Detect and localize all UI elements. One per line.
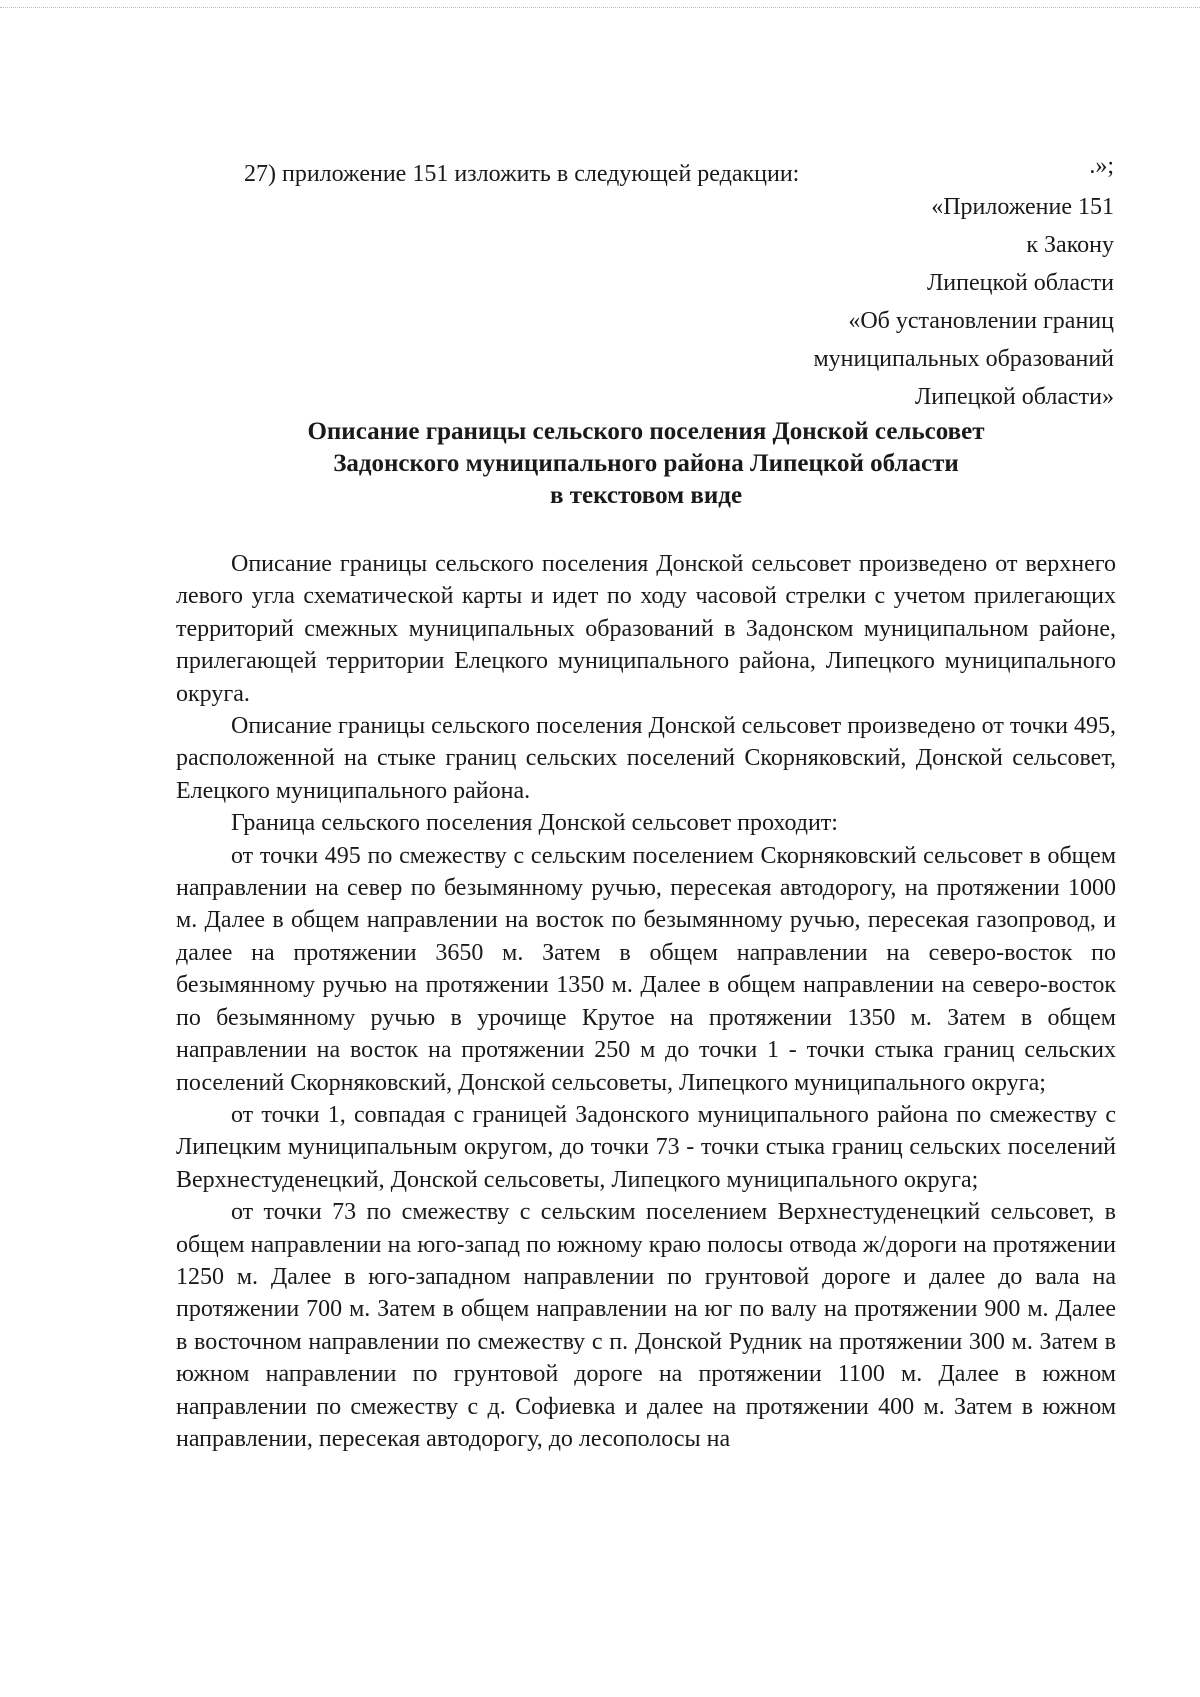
paragraph: от точки 1, совпадая с границей Задонского муниципального района по смежеству с Липецким муниципальным округом, до точки 73 - точки стыка границ сельских поселений Верхнестуденецкий, Донской сельсоветы, Липецкого муниципального округа; bbox=[176, 1101, 1116, 1193]
annex-header-line: к Закону bbox=[1026, 232, 1114, 258]
annex-header-line: «Об установлении границ bbox=[848, 308, 1114, 334]
amendment-item-heading: 27) приложение 151 изложить в следующей редакции: bbox=[244, 161, 800, 187]
paragraph: Описание границы сельского поселения Донской сельсовет произведено от точки 495, расположенной на стыке границ сельских поселений Скорняковский, Донской сельсовет, Елецкого муниципального района. bbox=[176, 713, 1116, 804]
document-title bbox=[176, 416, 1116, 512]
paragraph: Описание границы сельского поселения Донской сельсовет произведено от верхнего левого угла схематической карты и идет по ходу часовой стрелки с учетом прилегающих территорий смежных муниципальных образований в Задонском муниципальном районе, прилегающей территории Елецкого муниципального района, Липецкого муниципального округа. bbox=[176, 551, 1116, 707]
annex-header-line: «Приложение 151 bbox=[931, 194, 1114, 220]
title-line: Задонского муниципального района Липецкой области bbox=[333, 450, 959, 477]
paragraph: от точки 495 по смежеству с сельским поселением Скорняковский сельсовет в общем направлении на север по безымянному ручью, пересекая автодорогу, на протяжении 1000 м. Далее в общем направлении на восток по безымянному ручью, пересекая газопровод, и далее на протяжении 3650 м. Затем в общем направлении на северо-восток по безымянному ручью на протяжении 1350 м. Далее в общем направлении на северо-восток по безымянному ручью в урочище Крутое на протяжении 1350 м. Затем в общем направлении на восток на протяжении 250 м до точки 1 - точки стыка границ сельских поселений Скорняковский, Донской сельсоветы, Липецкого муниципального округа; bbox=[176, 842, 1116, 1096]
document-body bbox=[176, 548, 1116, 1455]
title-line: в текстовом виде bbox=[549, 482, 743, 509]
title-line: Описание границы сельского поселения Донской сельсовет bbox=[307, 418, 985, 445]
closing-quote-mark: .»; bbox=[1089, 153, 1114, 179]
annex-header bbox=[813, 188, 1114, 416]
scan-top-edge bbox=[0, 7, 1200, 8]
paragraph: от точки 73 по смежеству с сельским поселением Верхнестуденецкий сельсовет, в общем направлении на юго-запад по южному краю полосы отвода ж/дороги на протяжении 1250 м. Далее в юго-западном направлении по грунтовой дороге и далее до вала на протяжении 700 м. Затем в общем направлении на юг по валу на протяжении 900 м. Далее в восточном направлении по смежеству с п. Донской Рудник на протяжении 300 м. Затем в южном направлении по грунтовой дороге на протяжении 1100 м. Далее в южном направлении по смежеству с д. Софиевка и далее на протяжении 400 м. Затем в южном направлении, пересекая автодорогу, до лесополосы на bbox=[176, 1199, 1116, 1452]
annex-header-line: Липецкой области bbox=[927, 270, 1114, 296]
annex-header-line: муниципальных образований bbox=[813, 346, 1114, 372]
annex-header-line: Липецкой области» bbox=[915, 384, 1114, 410]
paragraph: Граница сельского поселения Донской сельсовет проходит: bbox=[231, 810, 838, 837]
